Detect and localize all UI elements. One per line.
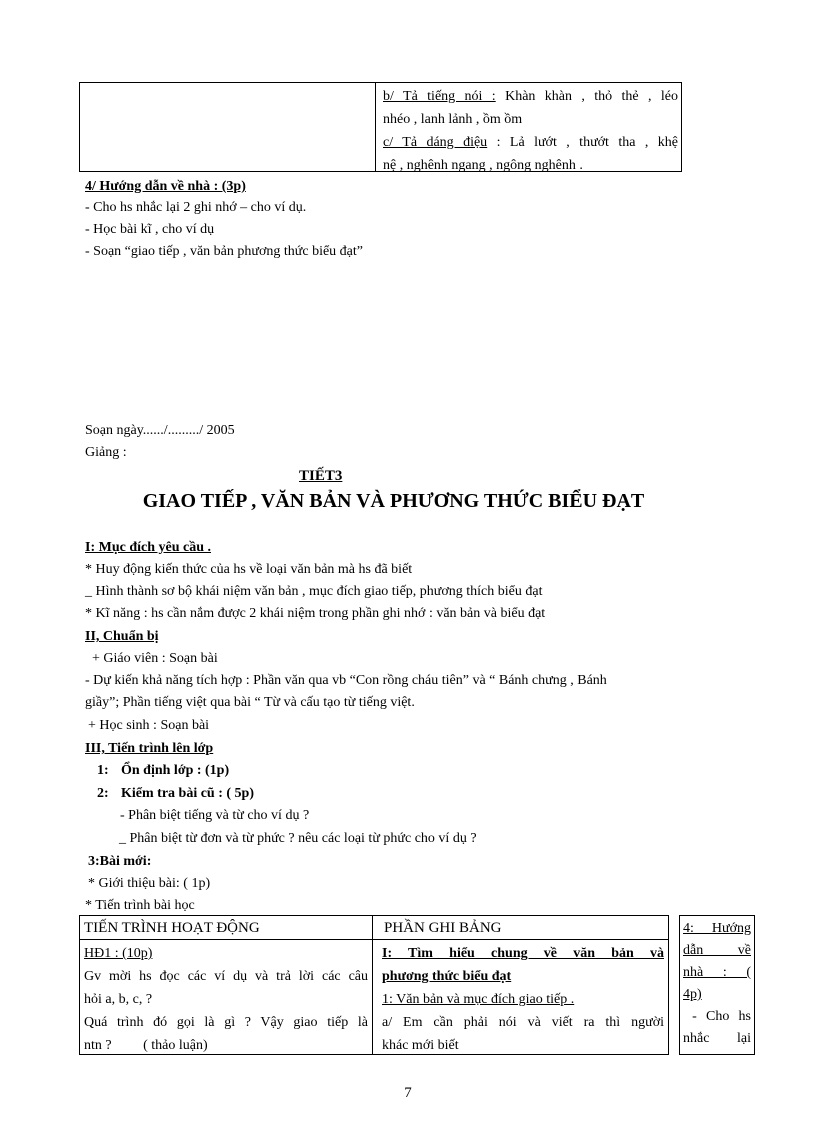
table-line: Quá trình đó gọi là gì ? Vậy giao tiếp là bbox=[84, 1015, 368, 1030]
step-stabilize: Ổn định lớp : (1p) bbox=[121, 763, 230, 778]
section2-plan-line: giầy”; Phần tiếng việt qua bài “ Từ và cấu tạo từ tiếng việt. bbox=[85, 695, 415, 710]
table-line: nệ , nghênh ngang , ngông nghênh . bbox=[383, 158, 583, 173]
step-number: 1: bbox=[97, 763, 109, 778]
teach-line: Giảng : bbox=[85, 445, 127, 460]
page-number: 7 bbox=[404, 1085, 412, 1101]
side-column-content bbox=[683, 918, 751, 1050]
table-line: a/ Em cần phải nói và viết ra thì người bbox=[382, 1015, 664, 1030]
section1-item: * Kĩ năng : hs cần nắm được 2 khái niệm trong phần ghi nhớ : văn bản và biểu đạt bbox=[85, 606, 546, 621]
table-line: nhà : ( bbox=[683, 965, 751, 980]
table-line: ntn ? ( thảo luận) bbox=[84, 1038, 208, 1053]
section2-plan-line: - Dự kiến khả năng tích hợp : Phần văn qua vb “Con rồng cháu tiên” và “ Bánh chưng , Bánh bbox=[85, 673, 607, 688]
lesson-number: TIẾT3 bbox=[299, 468, 343, 484]
table-line: 4: Hướng bbox=[683, 921, 751, 936]
col2-content bbox=[382, 942, 664, 1057]
table-line: khác mới biết bbox=[382, 1038, 459, 1053]
page-fold-decoration bbox=[0, 1103, 20, 1123]
top-table-left-cell bbox=[80, 83, 376, 172]
check-item: - Phân biệt tiếng và từ cho ví dụ ? bbox=[120, 808, 310, 823]
section1-item: * Huy động kiến thức của hs về loại văn bản mà hs đã biết bbox=[85, 562, 413, 577]
table-line: hỏi a, b, c, ? bbox=[84, 992, 153, 1007]
new-lesson-heading: 3:Bài mới: bbox=[88, 854, 152, 869]
step-check-old-lesson: Kiểm tra bài cũ : ( 5p) bbox=[121, 786, 254, 801]
section3-heading: III, Tiến trình lên lớp bbox=[85, 741, 214, 756]
col1-header: TIẾN TRÌNH HOẠT ĐỘNG bbox=[84, 920, 260, 936]
date-line: Soạn ngày....../........./ 2005 bbox=[85, 423, 235, 438]
homework-item: - Cho hs nhắc lại 2 ghi nhớ – cho ví dụ. bbox=[85, 200, 307, 215]
table-line: 4p) bbox=[683, 987, 702, 1002]
section1-heading: I: Mục đích yêu cầu . bbox=[85, 540, 211, 555]
table-line: b/ Tả tiếng nói : Khàn khàn , thỏ thẻ , léo bbox=[383, 89, 678, 104]
table-line: c/ Tả dáng điệu : Lả lướt , thướt tha , khệ bbox=[383, 135, 679, 150]
table-line: dẫn về bbox=[683, 943, 751, 958]
table-line: I: Tìm hiểu chung về văn bản và bbox=[382, 946, 664, 961]
table-line: - Cho hs bbox=[683, 1009, 751, 1024]
section2-heading: II, Chuẩn bị bbox=[85, 629, 159, 644]
section2-teacher: + Giáo viên : Soạn bài bbox=[92, 651, 218, 666]
lesson-title: GIAO TIẾP , VĂN BẢN VÀ PHƯƠNG THỨC BIỂU ĐẠT bbox=[142, 490, 645, 512]
table-line: phương thức biểu đạt bbox=[382, 969, 512, 984]
step-number: 2: bbox=[97, 786, 109, 801]
process-line: * Tiến trình bài học bbox=[85, 898, 195, 913]
intro-line: * Giới thiệu bài: ( 1p) bbox=[88, 876, 211, 891]
table-line: Gv mời hs đọc các ví dụ và trả lời các câu bbox=[84, 969, 368, 984]
homework-item: - Soạn “giao tiếp , văn bản phương thức biểu đạt” bbox=[85, 244, 364, 259]
table-line: 1: Văn bản và mục đích giao tiếp . bbox=[382, 992, 575, 1007]
homework-heading: 4/ Hướng dẫn về nhà : (3p) bbox=[85, 179, 246, 194]
homework-item: - Học bài kĩ , cho ví dụ bbox=[85, 222, 215, 237]
table-line: HĐ1 : (10p) bbox=[84, 946, 153, 961]
col1-content bbox=[84, 942, 368, 1057]
section1-item: _ Hình thành sơ bộ khái niệm văn bản , mục đích giao tiếp, phương thích biểu đạt bbox=[85, 584, 543, 599]
top-table-right-content bbox=[383, 85, 678, 177]
check-item: _ Phân biệt từ đơn và từ phức ? nêu các loại từ phức cho ví dụ ? bbox=[119, 831, 477, 846]
table-line: nhắc lại bbox=[683, 1031, 751, 1046]
col2-header: PHẦN GHI BẢNG bbox=[384, 920, 502, 936]
section2-student: + Học sinh : Soạn bài bbox=[88, 718, 210, 733]
table-line: nhéo , lanh lảnh , ồm ồm bbox=[383, 112, 523, 127]
